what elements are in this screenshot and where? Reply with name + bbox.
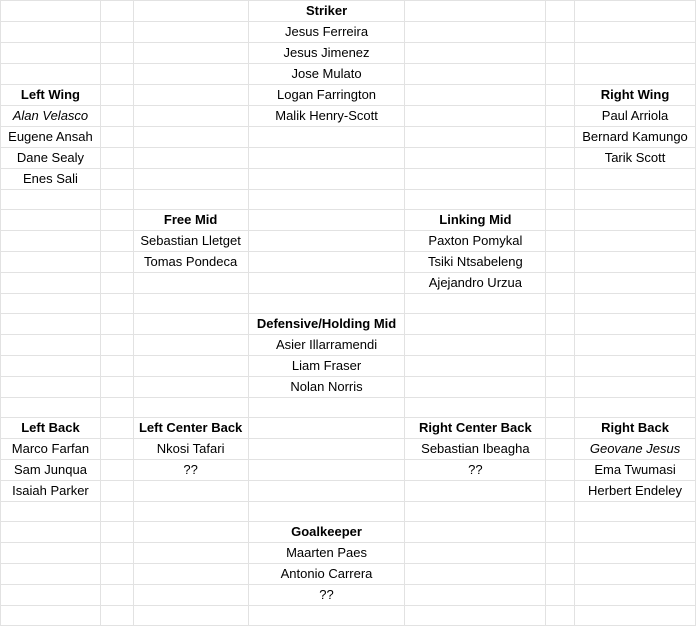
sheet-cell[interactable] <box>100 43 133 64</box>
sheet-row <box>1 252 696 273</box>
sheet-cell[interactable] <box>133 585 248 606</box>
sheet-cell[interactable] <box>133 356 248 377</box>
sheet-cell[interactable] <box>575 169 696 190</box>
sheet-cell[interactable] <box>575 64 696 85</box>
sheet-row <box>1 439 696 460</box>
sheet-cell[interactable] <box>575 335 696 356</box>
sheet-cell[interactable] <box>1 1 101 22</box>
sheet-cell[interactable] <box>100 314 133 335</box>
sheet-cell[interactable]: Ema Twumasi <box>575 460 696 481</box>
sheet-cell[interactable] <box>100 252 133 273</box>
sheet-cell[interactable]: Enes Sali <box>1 169 101 190</box>
sheet-cell[interactable] <box>248 418 405 439</box>
sheet-cell[interactable] <box>100 190 133 210</box>
sheet-cell[interactable]: Tsiki Ntsabeleng <box>405 252 546 273</box>
sheet-cell[interactable] <box>546 585 575 606</box>
sheet-cell[interactable]: Goalkeeper <box>248 522 405 543</box>
sheet-cell[interactable] <box>100 398 133 418</box>
sheet-cell[interactable] <box>1 398 101 418</box>
sheet-cell[interactable] <box>546 356 575 377</box>
sheet-row <box>1 190 696 210</box>
sheet-cell[interactable] <box>133 398 248 418</box>
sheet-cell[interactable] <box>546 398 575 418</box>
sheet-cell[interactable] <box>1 502 101 522</box>
sheet-cell[interactable] <box>546 252 575 273</box>
sheet-cell[interactable]: Malik Henry-Scott <box>248 106 405 127</box>
sheet-cell[interactable] <box>1 377 101 398</box>
sheet-cell[interactable] <box>546 169 575 190</box>
sheet-cell[interactable] <box>1 356 101 377</box>
sheet-cell[interactable] <box>1 190 101 210</box>
sheet-cell[interactable] <box>405 564 546 585</box>
sheet-cell[interactable]: Maarten Paes <box>248 543 405 564</box>
sheet-cell[interactable] <box>1 543 101 564</box>
sheet-cell[interactable] <box>133 522 248 543</box>
sheet-cell[interactable] <box>575 43 696 64</box>
sheet-cell[interactable] <box>546 606 575 626</box>
sheet-cell[interactable] <box>575 190 696 210</box>
sheet-cell[interactable] <box>405 377 546 398</box>
sheet-cell[interactable] <box>405 190 546 210</box>
sheet-row <box>1 127 696 148</box>
sheet-row <box>1 418 696 439</box>
sheet-cell[interactable] <box>405 106 546 127</box>
sheet-row <box>1 148 696 169</box>
sheet-cell[interactable] <box>1 64 101 85</box>
sheet-cell[interactable] <box>546 148 575 169</box>
sheet-cell[interactable] <box>100 439 133 460</box>
sheet-cell[interactable]: Antonio Carrera <box>248 564 405 585</box>
sheet-cell[interactable] <box>405 148 546 169</box>
sheet-cell[interactable] <box>133 22 248 43</box>
sheet-cell[interactable]: Jesus Ferreira <box>248 22 405 43</box>
sheet-cell[interactable]: Paul Arriola <box>575 106 696 127</box>
sheet-cell[interactable] <box>405 64 546 85</box>
sheet-cell[interactable] <box>100 22 133 43</box>
sheet-cell[interactable] <box>546 127 575 148</box>
sheet-cell[interactable] <box>575 377 696 398</box>
sheet-cell[interactable]: Jesus Jimenez <box>248 43 405 64</box>
sheet-cell[interactable]: Nolan Norris <box>248 377 405 398</box>
sheet-cell[interactable] <box>100 231 133 252</box>
sheet-cell[interactable] <box>100 460 133 481</box>
sheet-cell[interactable] <box>133 106 248 127</box>
sheet-cell[interactable] <box>248 127 405 148</box>
sheet-cell[interactable]: Right Wing <box>575 85 696 106</box>
sheet-cell[interactable] <box>575 252 696 273</box>
sheet-row <box>1 502 696 522</box>
sheet-cell[interactable] <box>575 606 696 626</box>
sheet-cell[interactable] <box>100 585 133 606</box>
sheet-cell[interactable] <box>405 585 546 606</box>
sheet-cell[interactable] <box>405 127 546 148</box>
sheet-cell[interactable]: Isaiah Parker <box>1 481 101 502</box>
sheet-cell[interactable] <box>133 335 248 356</box>
sheet-cell[interactable] <box>100 64 133 85</box>
sheet-cell[interactable] <box>575 398 696 418</box>
sheet-cell[interactable] <box>575 564 696 585</box>
sheet-cell[interactable] <box>575 294 696 314</box>
sheet-cell[interactable] <box>1 522 101 543</box>
sheet-cell[interactable] <box>1 43 101 64</box>
sheet-cell[interactable]: ?? <box>248 585 405 606</box>
sheet-cell[interactable]: ?? <box>133 460 248 481</box>
sheet-row <box>1 606 696 626</box>
sheet-cell[interactable]: Defensive/Holding Mid <box>248 314 405 335</box>
sheet-row <box>1 460 696 481</box>
sheet-row <box>1 356 696 377</box>
sheet-cell[interactable] <box>248 606 405 626</box>
sheet-cell[interactable] <box>546 106 575 127</box>
sheet-cell[interactable]: Sam Junqua <box>1 460 101 481</box>
sheet-cell[interactable] <box>100 564 133 585</box>
sheet-cell[interactable]: Ajejandro Urzua <box>405 273 546 294</box>
sheet-cell[interactable] <box>546 335 575 356</box>
sheet-cell[interactable] <box>405 85 546 106</box>
sheet-cell[interactable] <box>405 335 546 356</box>
sheet-cell[interactable] <box>248 169 405 190</box>
sheet-cell[interactable] <box>575 273 696 294</box>
sheet-cell[interactable]: Marco Farfan <box>1 439 101 460</box>
sheet-cell[interactable] <box>405 169 546 190</box>
sheet-cell[interactable] <box>248 273 405 294</box>
sheet-cell[interactable] <box>248 190 405 210</box>
sheet-cell[interactable] <box>248 231 405 252</box>
sheet-cell[interactable] <box>100 273 133 294</box>
sheet-cell[interactable] <box>248 148 405 169</box>
sheet-cell[interactable] <box>546 481 575 502</box>
sheet-cell[interactable] <box>100 1 133 22</box>
sheet-cell[interactable] <box>575 1 696 22</box>
sheet-cell[interactable] <box>133 1 248 22</box>
sheet-cell[interactable] <box>100 85 133 106</box>
sheet-cell[interactable] <box>546 460 575 481</box>
sheet-cell[interactable] <box>1 210 101 231</box>
sheet-cell[interactable] <box>405 543 546 564</box>
sheet-row <box>1 314 696 335</box>
sheet-cell[interactable] <box>546 502 575 522</box>
sheet-cell[interactable] <box>1 22 101 43</box>
sheet-cell[interactable] <box>546 522 575 543</box>
sheet-cell[interactable] <box>546 1 575 22</box>
sheet-cell[interactable] <box>100 169 133 190</box>
sheet-cell[interactable] <box>248 460 405 481</box>
sheet-cell[interactable]: Liam Fraser <box>248 356 405 377</box>
sheet-cell[interactable] <box>133 148 248 169</box>
sheet-cell[interactable]: Right Center Back <box>405 418 546 439</box>
sheet-cell[interactable] <box>1 335 101 356</box>
sheet-cell[interactable]: Alan Velasco <box>1 106 101 127</box>
sheet-cell[interactable] <box>100 356 133 377</box>
sheet-cell[interactable] <box>133 377 248 398</box>
sheet-cell[interactable]: Sebastian Ibeagha <box>405 439 546 460</box>
sheet-cell[interactable]: Geovane Jesus <box>575 439 696 460</box>
sheet-cell[interactable] <box>546 190 575 210</box>
sheet-cell[interactable] <box>1 585 101 606</box>
sheet-cell[interactable] <box>133 564 248 585</box>
sheet-cell[interactable] <box>100 543 133 564</box>
sheet-cell[interactable] <box>133 190 248 210</box>
sheet-cell[interactable] <box>100 127 133 148</box>
sheet-cell[interactable] <box>133 273 248 294</box>
sheet-cell[interactable]: Sebastian Lletget <box>133 231 248 252</box>
sheet-row <box>1 22 696 43</box>
sheet-cell[interactable] <box>405 294 546 314</box>
sheet-cell[interactable] <box>133 481 248 502</box>
sheet-cell[interactable] <box>1 314 101 335</box>
sheet-row <box>1 64 696 85</box>
sheet-cell[interactable]: Paxton Pomykal <box>405 231 546 252</box>
sheet-cell[interactable] <box>100 294 133 314</box>
sheet-cell[interactable] <box>248 398 405 418</box>
sheet-cell[interactable] <box>100 377 133 398</box>
sheet-cell[interactable] <box>405 481 546 502</box>
sheet-cell[interactable] <box>546 418 575 439</box>
sheet-row <box>1 210 696 231</box>
sheet-cell[interactable] <box>1 564 101 585</box>
sheet-cell[interactable] <box>575 210 696 231</box>
sheet-cell[interactable]: ?? <box>405 460 546 481</box>
sheet-cell[interactable] <box>575 585 696 606</box>
sheet-cell[interactable] <box>546 439 575 460</box>
sheet-row <box>1 564 696 585</box>
sheet-cell[interactable] <box>1 606 101 626</box>
sheet-row <box>1 1 696 22</box>
sheet-cell[interactable] <box>546 22 575 43</box>
sheet-cell[interactable] <box>575 356 696 377</box>
sheet-row <box>1 543 696 564</box>
sheet-cell[interactable] <box>405 502 546 522</box>
sheet-cell[interactable] <box>133 127 248 148</box>
sheet-cell[interactable] <box>248 481 405 502</box>
sheet-cell[interactable] <box>133 606 248 626</box>
sheet-cell[interactable]: Asier Illarramendi <box>248 335 405 356</box>
sheet-cell[interactable]: Dane Sealy <box>1 148 101 169</box>
sheet-row <box>1 43 696 64</box>
sheet-row <box>1 377 696 398</box>
sheet-cell[interactable] <box>546 43 575 64</box>
sheet-cell[interactable] <box>1 231 101 252</box>
sheet-cell[interactable] <box>248 210 405 231</box>
sheet-cell[interactable] <box>248 252 405 273</box>
sheet-cell[interactable] <box>133 169 248 190</box>
sheet-cell[interactable]: Logan Farrington <box>248 85 405 106</box>
sheet-cell[interactable]: Right Back <box>575 418 696 439</box>
sheet-cell[interactable] <box>100 606 133 626</box>
sheet-row <box>1 106 696 127</box>
sheet-cell[interactable] <box>546 231 575 252</box>
sheet-cell[interactable] <box>248 294 405 314</box>
sheet-cell[interactable] <box>546 64 575 85</box>
sheet-cell[interactable] <box>575 231 696 252</box>
sheet-cell[interactable]: Bernard Kamungo <box>575 127 696 148</box>
sheet-cell[interactable]: Tarik Scott <box>575 148 696 169</box>
sheet-row <box>1 294 696 314</box>
sheet-cell[interactable] <box>100 335 133 356</box>
sheet-cell[interactable] <box>575 502 696 522</box>
sheet-cell[interactable] <box>133 543 248 564</box>
sheet-cell[interactable] <box>575 22 696 43</box>
sheet-cell[interactable]: Left Center Back <box>133 418 248 439</box>
sheet-cell[interactable]: Left Wing <box>1 85 101 106</box>
sheet-cell[interactable] <box>405 314 546 335</box>
sheet-row <box>1 231 696 252</box>
sheet-cell[interactable] <box>248 439 405 460</box>
sheet-row <box>1 585 696 606</box>
sheet-cell[interactable] <box>546 85 575 106</box>
sheet-cell[interactable] <box>405 1 546 22</box>
sheet-cell[interactable]: Herbert Endeley <box>575 481 696 502</box>
sheet-cell[interactable] <box>575 543 696 564</box>
sheet-cell[interactable]: Nkosi Tafari <box>133 439 248 460</box>
sheet-cell[interactable] <box>405 356 546 377</box>
sheet-cell[interactable] <box>100 418 133 439</box>
sheet-cell[interactable] <box>133 314 248 335</box>
sheet-cell[interactable] <box>546 543 575 564</box>
sheet-cell[interactable] <box>100 502 133 522</box>
sheet-cell[interactable] <box>100 106 133 127</box>
sheet-cell[interactable] <box>546 294 575 314</box>
sheet-row <box>1 85 696 106</box>
sheet-cell[interactable] <box>405 522 546 543</box>
sheet-cell[interactable] <box>133 43 248 64</box>
sheet-cell[interactable] <box>1 273 101 294</box>
sheet-cell[interactable] <box>575 314 696 335</box>
sheet-cell[interactable] <box>405 43 546 64</box>
sheet-row <box>1 522 696 543</box>
sheet-cell[interactable] <box>546 210 575 231</box>
sheet-cell[interactable] <box>100 148 133 169</box>
sheet-cell[interactable] <box>546 314 575 335</box>
sheet-cell[interactable] <box>1 294 101 314</box>
sheet-cell[interactable] <box>133 64 248 85</box>
sheet-row <box>1 335 696 356</box>
sheet-row <box>1 273 696 294</box>
sheet-cell[interactable]: Jose Mulato <box>248 64 405 85</box>
sheet-row <box>1 398 696 418</box>
sheet-cell[interactable]: Tomas Pondeca <box>133 252 248 273</box>
sheet-cell[interactable] <box>100 210 133 231</box>
sheet-cell[interactable] <box>248 502 405 522</box>
sheet-cell[interactable] <box>1 252 101 273</box>
sheet-cell[interactable]: Linking Mid <box>405 210 546 231</box>
sheet-cell[interactable] <box>100 481 133 502</box>
sheet-cell[interactable]: Striker <box>248 1 405 22</box>
sheet-cell[interactable] <box>133 294 248 314</box>
sheet-cell[interactable] <box>546 273 575 294</box>
sheet-cell[interactable] <box>405 606 546 626</box>
sheet-cell[interactable]: Left Back <box>1 418 101 439</box>
sheet-cell[interactable] <box>405 22 546 43</box>
sheet-cell[interactable]: Free Mid <box>133 210 248 231</box>
sheet-cell[interactable] <box>546 377 575 398</box>
sheet-cell[interactable]: Eugene Ansah <box>1 127 101 148</box>
sheet-cell[interactable] <box>133 502 248 522</box>
sheet-cell[interactable] <box>575 522 696 543</box>
sheet-cell[interactable] <box>133 85 248 106</box>
sheet-row <box>1 169 696 190</box>
sheet-cell[interactable] <box>546 564 575 585</box>
sheet-cell[interactable] <box>405 398 546 418</box>
sheet-cell[interactable] <box>100 522 133 543</box>
sheet-row <box>1 481 696 502</box>
